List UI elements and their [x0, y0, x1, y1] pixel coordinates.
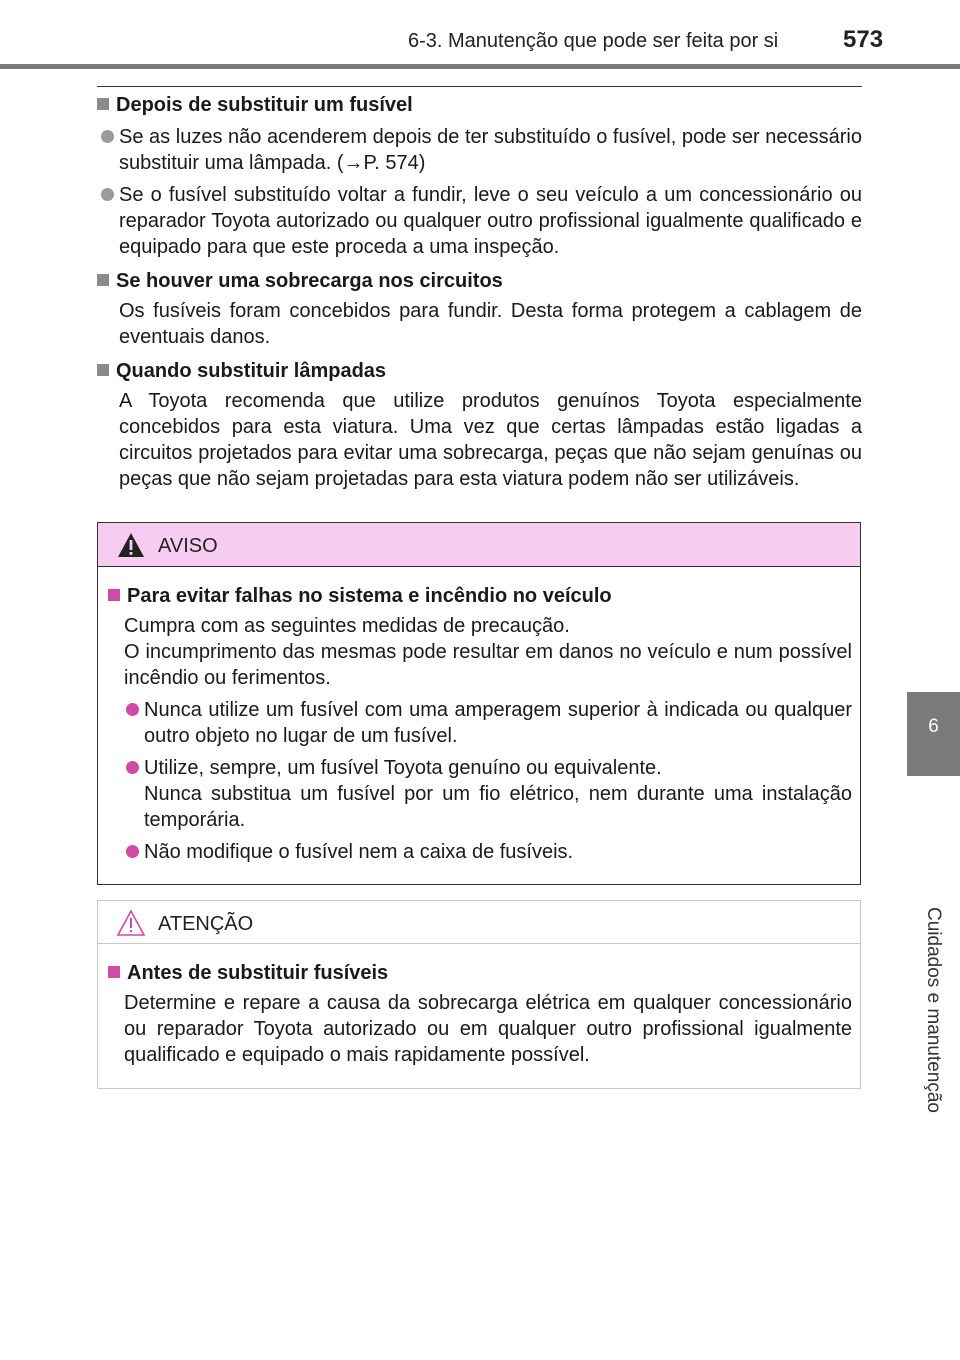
caution-box [97, 900, 861, 1089]
list-item-text: Não modifique o fusível nem a caixa de fusíveis. [144, 841, 574, 863]
list-item [97, 182, 862, 260]
chapter-tab-label: Cuidados e manutenção [923, 907, 944, 1113]
caution-heading [108, 960, 852, 986]
section-heading [97, 268, 862, 294]
warning-box-body [98, 567, 860, 865]
chapter-tab-number: 6 [928, 716, 939, 737]
paragraph: Determine e repare a causa da sobrecarga elétrica em qualquer concessionário ou reparador Toyota autorizado ou em qualquer outro profissional igualmente qualificado e equipado o mais rapidamente possível. [124, 992, 852, 1066]
caution-box-body [98, 944, 860, 1068]
round-bullet-icon [126, 761, 139, 774]
list-item-text: Se o fusível substituído voltar a fundir, leve o seu veículo a um concessionário ou reparador Toyota autorizado ou qualquer outro profissional igualmente qualificado e equipado para que este proceda a uma inspeção. [119, 184, 862, 258]
square-bullet-icon [97, 274, 109, 286]
main-content [97, 92, 862, 492]
paragraph: O incumprimento das mesmas pode resultar em danos no veículo e num possível incêndio ou ferimentos. [124, 641, 852, 689]
list-item-text: Utilize, sempre, um fusível Toyota genuíno ou equivalente. [144, 757, 662, 779]
section-heading-text: Depois de substituir um fusível [116, 94, 413, 116]
list-item [108, 755, 852, 833]
square-bullet-icon [97, 98, 109, 110]
list-item [108, 839, 852, 865]
section-heading-text: Quando substituir lâmpadas [116, 360, 387, 382]
list-item-text: Nunca utilize um fusível com uma amperagem superior à indicada ou qualquer outro objeto no lugar de um fusível. [144, 699, 852, 747]
content-top-rule [97, 86, 862, 87]
round-bullet-icon [101, 130, 114, 143]
paragraph: Cumpra com as seguintes medidas de precaução. [124, 615, 570, 637]
caution-triangle-icon [116, 909, 146, 937]
round-bullet-icon [101, 188, 114, 201]
warning-box-header [98, 523, 860, 567]
caution-heading-text: Antes de substituir fusíveis [127, 962, 389, 984]
list-item [108, 697, 852, 749]
list-item-text: Se as luzes não acenderem depois de ter substituído o fusível, pode ser necessário substituir uma lâmpada. (→P. 574) [119, 126, 862, 174]
round-bullet-icon [126, 845, 139, 858]
page-number: 573 [843, 26, 884, 53]
section-heading [97, 358, 862, 384]
section-heading-text: Se houver uma sobrecarga nos circuitos [116, 270, 503, 292]
square-bullet-icon [97, 364, 109, 376]
caution-box-header [98, 901, 860, 944]
caution-box-title: ATENÇÃO [158, 913, 254, 935]
warning-box [97, 522, 861, 885]
warning-box-title: AVISO [158, 535, 218, 557]
paragraph: A Toyota recomenda que utilize produtos genuínos Toyota especialmente concebidos para esta viatura. Uma vez que certas lâmpadas estão ligadas a circuitos projetados para evitar uma sobrecarga, peças que não sejam genuínas ou peças que não sejam projetadas para esta viatura podem não ser utilizáveis. [119, 390, 862, 490]
warning-heading [108, 583, 852, 609]
warning-heading-text: Para evitar falhas no sistema e incêndio no veículo [127, 585, 612, 607]
square-bullet-icon [108, 589, 120, 601]
square-bullet-icon [108, 966, 120, 978]
section-heading [97, 92, 862, 118]
warning-triangle-icon [116, 531, 146, 559]
list-item [97, 124, 862, 176]
page-header-title: 6-3. Manutenção que pode ser feita por si [408, 30, 779, 52]
round-bullet-icon [126, 703, 139, 716]
list-item-text: Nunca substitua um fusível por um fio elétrico, nem durante uma instalação temporária. [144, 783, 852, 831]
header-rule [0, 64, 960, 69]
paragraph: Os fusíveis foram concebidos para fundir. Desta forma protegem a cablagem de eventuais danos. [119, 300, 862, 348]
